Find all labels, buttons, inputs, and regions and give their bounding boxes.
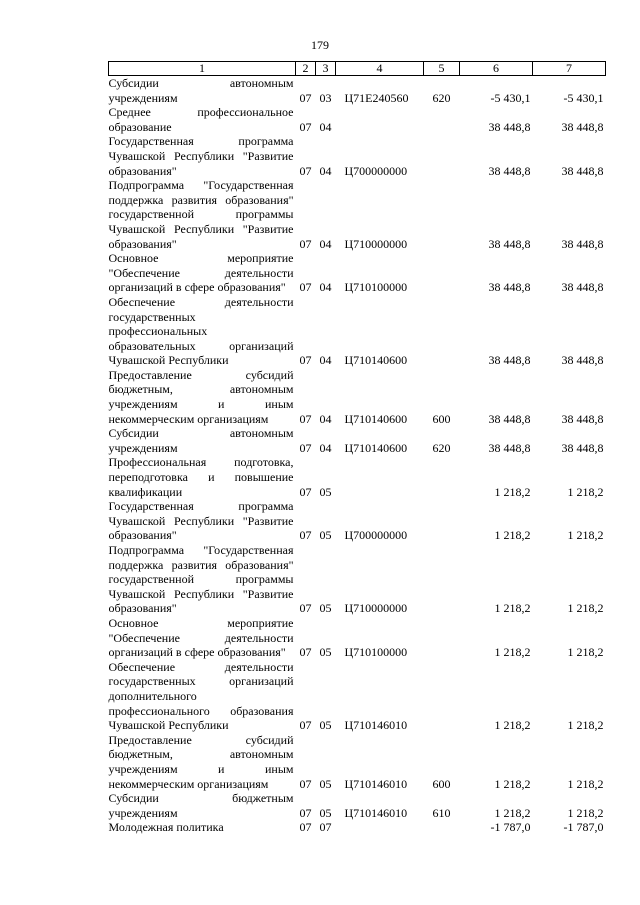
- row-section: 07: [299, 805, 312, 820]
- table-row: [109, 76, 606, 106]
- table-row: [109, 660, 606, 733]
- row-target-code: Ц710000000: [344, 601, 408, 616]
- table-row: [109, 295, 606, 368]
- row-name: Основное мероприятие "Обеспечение деятельности организаций в сфере образования": [108, 615, 294, 660]
- row-amount-6: 1 218,2: [494, 601, 531, 616]
- row-target-code: Ц710100000: [344, 645, 408, 660]
- row-name: Предоставление субсидий бюджетным, автономным учреждениям и иным некоммерческим организациям: [108, 367, 294, 426]
- table-row: [109, 791, 606, 820]
- row-expense-type: 620: [432, 90, 451, 105]
- table-row: [109, 105, 606, 134]
- row-subsection: 04: [319, 119, 332, 134]
- row-section: 07: [299, 353, 312, 368]
- row-name: Основное мероприятие "Обеспечение деятельности организаций в сфере образования": [108, 251, 294, 295]
- row-section: 07: [299, 163, 312, 178]
- row-subsection: 05: [319, 776, 332, 791]
- row-expense-type: [424, 820, 460, 835]
- row-amount-7: 1 218,2: [567, 601, 604, 616]
- row-subsection: 05: [319, 805, 332, 820]
- table-row: [109, 251, 606, 295]
- row-amount-7: 1 218,2: [567, 484, 604, 499]
- row-section: 07: [299, 645, 312, 660]
- table-row: [109, 499, 606, 543]
- row-section: 07: [299, 484, 312, 499]
- row-target-code: Ц710000000: [344, 236, 408, 251]
- row-expense-type: [424, 616, 460, 660]
- row-section: 07: [299, 820, 312, 835]
- table-row: [109, 455, 606, 499]
- row-name: Обеспечение деятельности государственных профессиональных образовательных организаций Чувашской Республики: [108, 294, 294, 368]
- row-target-code: [336, 820, 424, 835]
- header-col-7: 7: [533, 62, 606, 76]
- row-subsection: 05: [319, 528, 332, 543]
- row-target-code: Ц710146010: [344, 776, 408, 791]
- table-row: [109, 178, 606, 251]
- row-expense-type: [424, 499, 460, 543]
- row-name: Субсидии автономным учреждениям: [108, 76, 294, 105]
- row-amount-7: 38 448,8: [561, 163, 604, 178]
- row-subsection: 04: [319, 440, 332, 455]
- row-target-code: Ц710100000: [344, 280, 408, 295]
- row-subsection: 04: [319, 353, 332, 368]
- row-amount-7: 1 218,2: [567, 718, 604, 733]
- row-section: 07: [299, 440, 312, 455]
- row-subsection: 04: [319, 236, 332, 251]
- row-target-code: [336, 105, 424, 134]
- row-section: 07: [299, 776, 312, 791]
- row-amount-6: -5 430,1: [490, 90, 531, 105]
- row-amount-6: 38 448,8: [488, 353, 531, 368]
- row-amount-6: 38 448,8: [488, 163, 531, 178]
- row-name: Субсидии автономным учреждениям: [108, 426, 294, 455]
- row-section: 07: [299, 718, 312, 733]
- row-section: 07: [299, 280, 312, 295]
- row-expense-type: 600: [432, 776, 451, 791]
- row-name: Субсидии бюджетным учреждениям: [108, 791, 294, 820]
- row-name: Молодежная политика: [108, 820, 224, 835]
- row-amount-6: 1 218,2: [494, 805, 531, 820]
- budget-table: [108, 61, 606, 835]
- table-body: [109, 76, 606, 835]
- header-col-2: 2: [296, 62, 316, 76]
- row-expense-type: [424, 660, 460, 733]
- row-amount-6: 1 218,2: [494, 528, 531, 543]
- row-expense-type: 620: [432, 440, 451, 455]
- table-row: [109, 733, 606, 791]
- row-target-code: Ц710140600: [344, 411, 408, 426]
- row-section: 07: [299, 411, 312, 426]
- row-amount-7: -1 787,0: [563, 820, 604, 835]
- row-name: Среднее профессиональное образование: [108, 105, 294, 134]
- row-section: 07: [299, 528, 312, 543]
- row-name: Предоставление субсидий бюджетным, автономным учреждениям и иным некоммерческим организациям: [108, 732, 294, 791]
- row-amount-6: 1 218,2: [494, 718, 531, 733]
- row-section: 07: [299, 236, 312, 251]
- row-target-code: [336, 455, 424, 499]
- row-amount-7: 38 448,8: [561, 353, 604, 368]
- row-name: Профессиональная подготовка, переподготовка и повышение квалификации: [108, 455, 294, 499]
- row-subsection: 04: [319, 280, 332, 295]
- row-name: Подпрограмма "Государственная поддержка развития образования" государственной программы Чувашской Республики "Развитие образования": [108, 178, 294, 251]
- table-row: [109, 368, 606, 426]
- table-row: [109, 426, 606, 455]
- row-subsection: 03: [319, 90, 332, 105]
- row-expense-type: [424, 178, 460, 251]
- row-expense-type: [424, 134, 460, 178]
- row-target-code: Ц710140600: [344, 440, 408, 455]
- row-amount-6: -1 787,0: [490, 820, 531, 835]
- row-name: Государственная программа Чувашской Республики "Развитие образования": [108, 499, 294, 543]
- row-amount-7: 38 448,8: [561, 236, 604, 251]
- row-amount-7: 1 218,2: [567, 776, 604, 791]
- row-amount-6: 38 448,8: [488, 440, 531, 455]
- row-expense-type: 600: [432, 411, 451, 426]
- row-amount-6: 38 448,8: [488, 411, 531, 426]
- row-section: 07: [299, 119, 312, 134]
- table-row: [109, 820, 606, 835]
- row-amount-7: 1 218,2: [567, 528, 604, 543]
- row-expense-type: [424, 455, 460, 499]
- header-row: [109, 62, 606, 76]
- row-subsection: 04: [319, 163, 332, 178]
- row-amount-7: -5 430,1: [563, 90, 604, 105]
- row-amount-6: 38 448,8: [488, 119, 531, 134]
- header-col-6: 6: [460, 62, 533, 76]
- header-col-1: 1: [109, 62, 296, 76]
- table-row: [109, 616, 606, 660]
- page-number: 179: [311, 38, 329, 52]
- row-subsection: 05: [319, 645, 332, 660]
- row-section: 07: [299, 90, 312, 105]
- row-amount-7: 38 448,8: [561, 280, 604, 295]
- table-row: [109, 134, 606, 178]
- header-col-4: 4: [336, 62, 424, 76]
- row-subsection: 05: [319, 718, 332, 733]
- row-expense-type: [424, 543, 460, 616]
- table-row: [109, 543, 606, 616]
- row-subsection: 07: [319, 820, 332, 835]
- row-target-code: Ц71Е240560: [344, 90, 409, 105]
- row-expense-type: [424, 295, 460, 368]
- row-expense-type: [424, 105, 460, 134]
- row-amount-6: 38 448,8: [488, 280, 531, 295]
- row-amount-6: 1 218,2: [494, 484, 531, 499]
- row-amount-6: 1 218,2: [494, 776, 531, 791]
- header-col-3: 3: [316, 62, 336, 76]
- table-header: [109, 62, 606, 76]
- row-amount-6: 38 448,8: [488, 236, 531, 251]
- row-amount-7: 1 218,2: [567, 805, 604, 820]
- row-amount-7: 38 448,8: [561, 440, 604, 455]
- row-subsection: 05: [319, 601, 332, 616]
- row-subsection: 04: [319, 411, 332, 426]
- row-name: Государственная программа Чувашской Республики "Развитие образования": [108, 134, 294, 178]
- row-target-code: Ц700000000: [344, 528, 408, 543]
- row-name: Обеспечение деятельности государственных организаций дополнительного профессионального образования Чувашской Республики: [108, 659, 294, 733]
- row-section: 07: [299, 601, 312, 616]
- row-name: Подпрограмма "Государственная поддержка развития образования" государственной программы Чувашской Республики "Развитие образования": [108, 543, 294, 616]
- row-expense-type: [424, 251, 460, 295]
- header-col-5: 5: [424, 62, 460, 76]
- row-target-code: Ц710146010: [344, 805, 408, 820]
- row-amount-7: 1 218,2: [567, 645, 604, 660]
- row-amount-6: 1 218,2: [494, 645, 531, 660]
- row-target-code: Ц710140600: [344, 353, 408, 368]
- row-target-code: Ц700000000: [344, 163, 408, 178]
- row-amount-7: 38 448,8: [561, 411, 604, 426]
- row-subsection: 05: [319, 484, 332, 499]
- row-amount-7: 38 448,8: [561, 119, 604, 134]
- row-expense-type: 610: [432, 805, 451, 820]
- row-target-code: Ц710146010: [344, 718, 408, 733]
